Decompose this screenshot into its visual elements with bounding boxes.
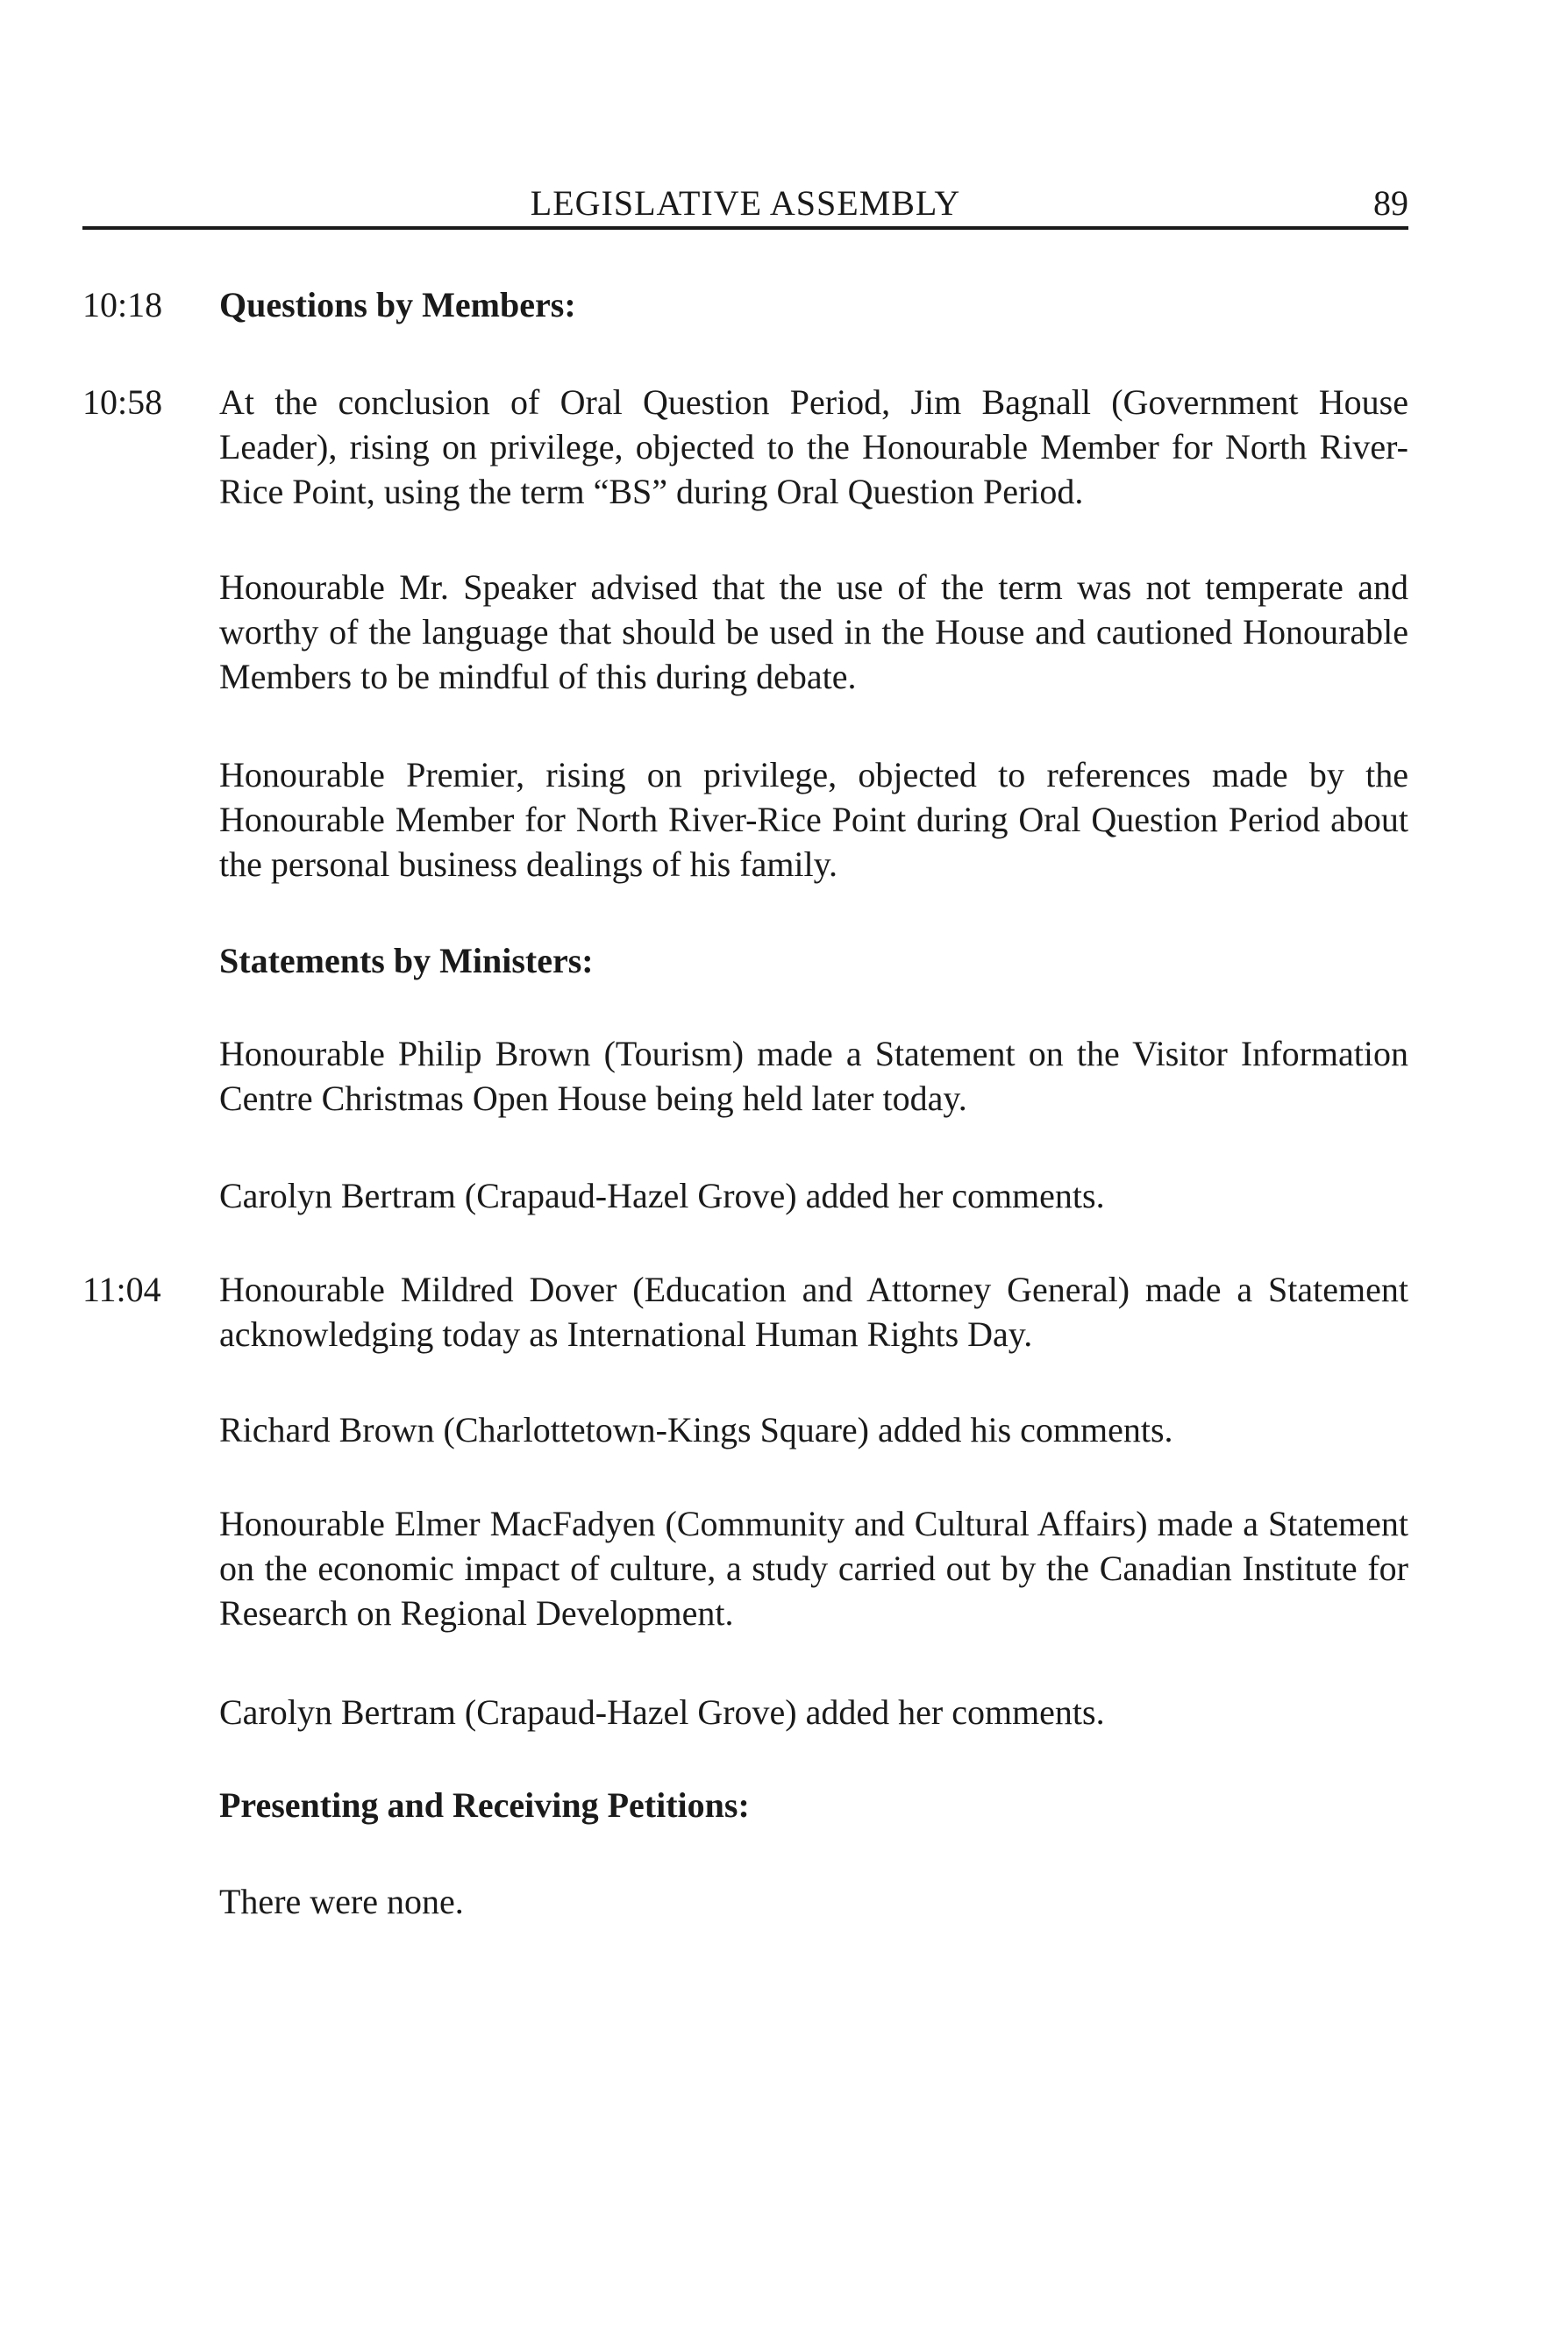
paragraph-richard-brown-comments: Richard Brown (Charlottetown-Kings Square) added his comments. <box>219 1410 1173 1449</box>
timestamp-1058: 10:58 <box>82 382 163 422</box>
page-number: 89 <box>1373 183 1408 223</box>
paragraph-macfadyen-statement: Honourable Elmer MacFadyen (Community and Cultural Affairs) made a Statement on the economic impact of culture, a study carried out by the Canadian Institute for Research on Regional Development. <box>219 1504 1408 1633</box>
page-header <box>82 177 1408 230</box>
paragraph-speaker-advice: Honourable Mr. Speaker advised that the use of the term was not temperate and worthy of the language that should be used in the House and cautioned Honourable Members to be mindful of this during debate. <box>219 567 1408 696</box>
timestamp-1018: 10:18 <box>82 285 163 324</box>
paragraph-bagnall-privilege: At the conclusion of Oral Question Period, Jim Bagnall (Government House Leader), rising on privilege, objected to the Honourable Member for North River-Rice Point, using the term “BS” during Oral Question Period. <box>219 382 1408 511</box>
paragraph-premier-privilege: Honourable Premier, rising on privilege, objected to references made by the Honourable Member for North River-Rice Point during Oral Question Period about the personal business dealings of his family. <box>219 755 1408 884</box>
heading-presenting-receiving-petitions: Presenting and Receiving Petitions: <box>219 1785 750 1825</box>
paragraph-dover-statement: Honourable Mildred Dover (Education and Attorney General) made a Statement acknowledging today as International Human Rights Day. <box>219 1270 1408 1354</box>
paragraph-bertram-comments-1: Carolyn Bertram (Crapaud-Hazel Grove) added her comments. <box>219 1176 1105 1215</box>
paragraph-brown-statement: Honourable Philip Brown (Tourism) made a Statement on the Visitor Information Centre Christmas Open House being held later today. <box>219 1034 1408 1118</box>
timestamp-1104: 11:04 <box>82 1270 161 1309</box>
heading-statements-by-ministers: Statements by Ministers: <box>219 941 594 980</box>
heading-questions-by-members: Questions by Members: <box>219 285 576 324</box>
paragraph-bertram-comments-2: Carolyn Bertram (Crapaud-Hazel Grove) added her comments. <box>219 1692 1105 1732</box>
paragraph-petitions-none: There were none. <box>219 1882 464 1921</box>
running-title: LEGISLATIVE ASSEMBLY <box>530 183 961 223</box>
